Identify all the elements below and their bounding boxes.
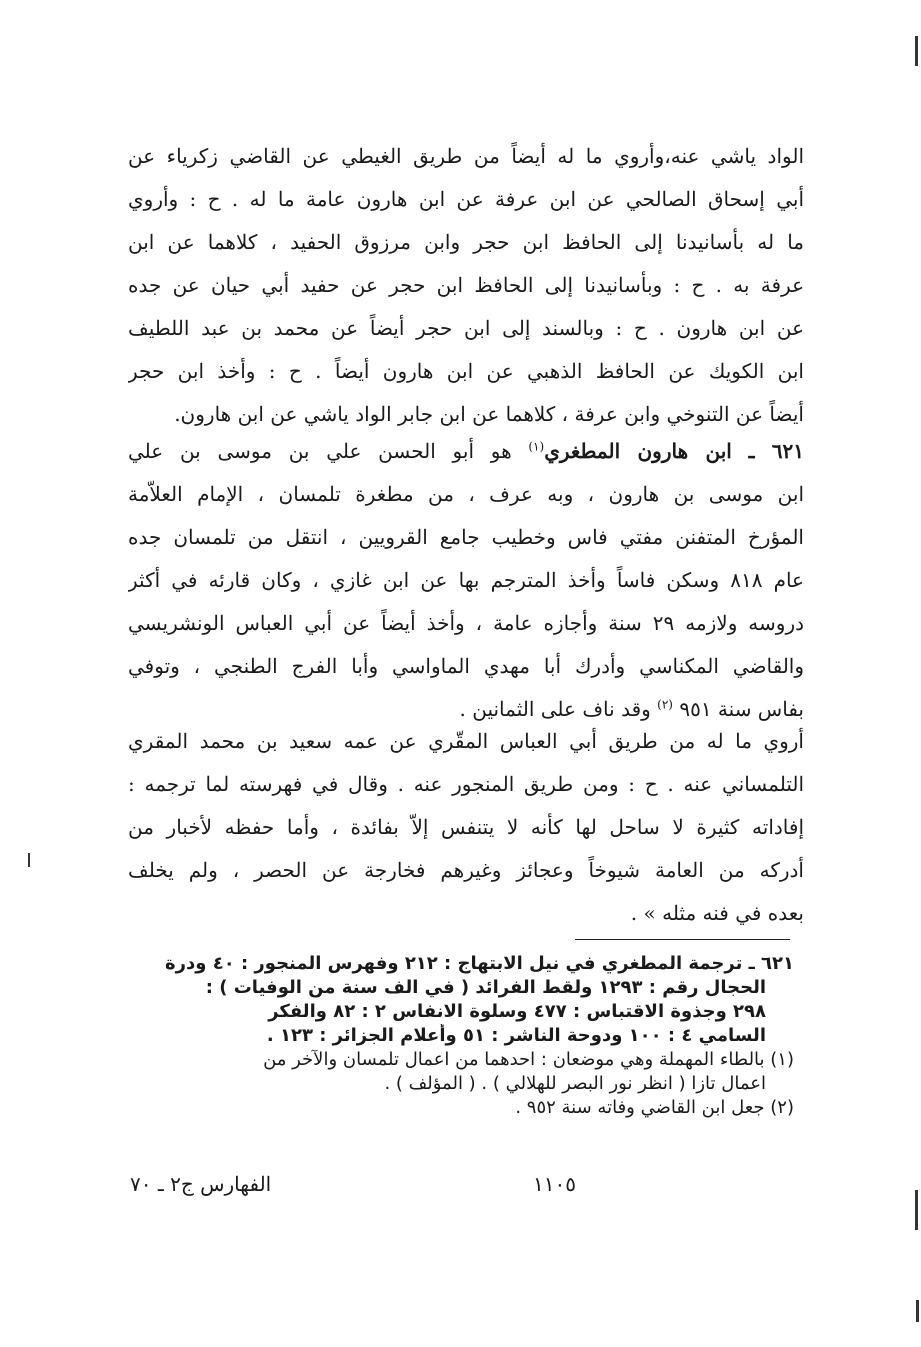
paragraph-2-line-2: التلمساني عنه . ح : ومن طريق المنجور عنه . وقال في فهرسته لما ترجمه : xyxy=(128,772,804,796)
footnote-ref-1: (١) xyxy=(528,439,545,454)
entry-621-line-3: المؤرخ المتفنن مفتي فاس وخطيب جامع القرويين ، انتقل من تلمسان جده xyxy=(128,525,804,549)
paragraph-2 xyxy=(128,720,804,935)
footnote-621-line-4: السامي ٤ : ١٠٠ ودوحة الناشر : ٥١ وأعلام الجزائر : ١٢٣ . xyxy=(266,1025,766,1046)
paragraph-1-line-2: أبي إسحاق الصالحي عن ابن عرفة عن ابن هارون عامة ما له . ح : وأروي xyxy=(128,187,804,211)
footnote-621-line-1: ٦٢١ ـ ترجمة المطغري في نيل الابتهاج : ٢١٢ وفهرس المنجور : ٤٠ ودرة xyxy=(165,953,794,974)
paragraph-2-line-1: أروي ما له من طريق أبي العباس المقّري عن عمه سعيد بن محمد المقري xyxy=(128,729,804,753)
paragraph-1-line-6: ابن الكويك عن الحافظ الذهبي عن ابن هارون أيضاً . ح : وأخذ ابن حجر xyxy=(128,359,804,383)
paragraph-2-line-4: أدركه من العامة شيوخاً وعجائز وغيرهم فخارجة عن الحصر ، ولم يخلف xyxy=(128,858,804,882)
entry-number: ٦٢١ ـ xyxy=(748,439,804,463)
entry-621-line-4: عام ٨١٨ وسكن فاساً وأخذ المترجم بها عن ابن غازي ، وكان قارئه في أكثر xyxy=(128,568,804,592)
page-number: ١١٠٥ xyxy=(533,1172,576,1196)
entry-621-line-1 xyxy=(128,430,804,473)
entry-621 xyxy=(128,430,804,731)
paragraph-1-line-5: عن ابن هارون . ح : وبالسند إلى ابن حجر أيضاً عن محمد بن عبد اللطيف xyxy=(128,316,804,340)
entry-621-line-2: ابن موسى بن هارون ، وبه عرف ، من مطغرة تلمسان ، الإمام العلاّمة xyxy=(128,482,804,506)
entry-621-line-7-end: وقد ناف على الثمانين . xyxy=(459,697,658,721)
entry-title: ابن هارون المطغري xyxy=(544,439,732,463)
paragraph-1 xyxy=(128,135,804,436)
footnote-2-line-1: (٢) جعل ابن القاضي وفاته سنة ٩٥٢ . xyxy=(515,1097,794,1118)
footnote-621-line-2: الحجال رقم : ١٢٩٣ ولقط الفرائد ( في الف سنة من الوفيات ) : xyxy=(205,977,766,998)
scan-edge-mark xyxy=(915,36,918,66)
footnote-1-line-2: اعمال تازا ( انظر نور البصر للهلالي ) . ( المؤلف ) . xyxy=(384,1073,766,1094)
paragraph-2-line-5: بعده في فنه مثله » . xyxy=(630,901,804,925)
scan-edge-mark xyxy=(28,853,30,867)
footnote-621-line-3: ٢٩٨ وجذوة الاقتباس : ٤٧٧ وسلوة الانفاس ٢ : ٨٢ والفكر xyxy=(268,1001,766,1022)
page-footer xyxy=(130,1172,804,1202)
paragraph-2-line-3: إفاداته كثيرة لا ساحل لها كأنه لا يتنفس إلاّ بفائدة ، وأما حفظه لأخبار من xyxy=(128,815,804,839)
footnote-1-line-1: (١) بالطاء المهملة وهي موضعان : احدهما من اعمال تلمسان والآخر من xyxy=(263,1049,794,1070)
paragraph-1-line-7: أيضاً عن التنوخي وابن عرفة ، كلاهما عن ابن جابر الواد ياشي عن ابن هارون. xyxy=(174,402,804,426)
entry-621-line-5: دروسه ولازمه ٢٩ سنة وأجازه عامة ، وأخذ أيضاً عن أبي العباس الونشريسي xyxy=(128,611,804,635)
entry-621-line-7-start: بفاس سنة ٩٥١ xyxy=(672,697,804,721)
entry-621-line-1-rest: هو أبو الحسن علي بن موسى بن علي xyxy=(128,439,529,463)
entry-621-line-6: والقاضي المكناسي وأدرك أبا مهدي الماواسي وأبا الفرج الطنجي ، وتوفي xyxy=(128,654,804,678)
paragraph-1-line-3: ما له بأسانيدنا إلى الحافظ ابن حجر وابن مرزوق الحفيد ، كلاهما عن ابن xyxy=(128,230,804,254)
scan-edge-mark xyxy=(915,1190,918,1230)
paragraph-1-line-1: الواد ياشي عنه،وأروي ما له أيضاً من طريق الغيطي عن القاضي زكرياء عن xyxy=(128,144,804,168)
scan-edge-mark xyxy=(916,1300,919,1322)
footnote-ref-2: (٢) xyxy=(657,697,673,712)
footnotes xyxy=(128,952,794,1120)
footnote-separator xyxy=(575,939,790,940)
signature-mark: الفهارس ج٢ ـ ٧٠ xyxy=(130,1172,272,1196)
paragraph-1-line-4: عرفة به . ح : وبأسانيدنا إلى الحافظ ابن حجر عن حفيد أبي حيان عن جده xyxy=(128,273,804,297)
